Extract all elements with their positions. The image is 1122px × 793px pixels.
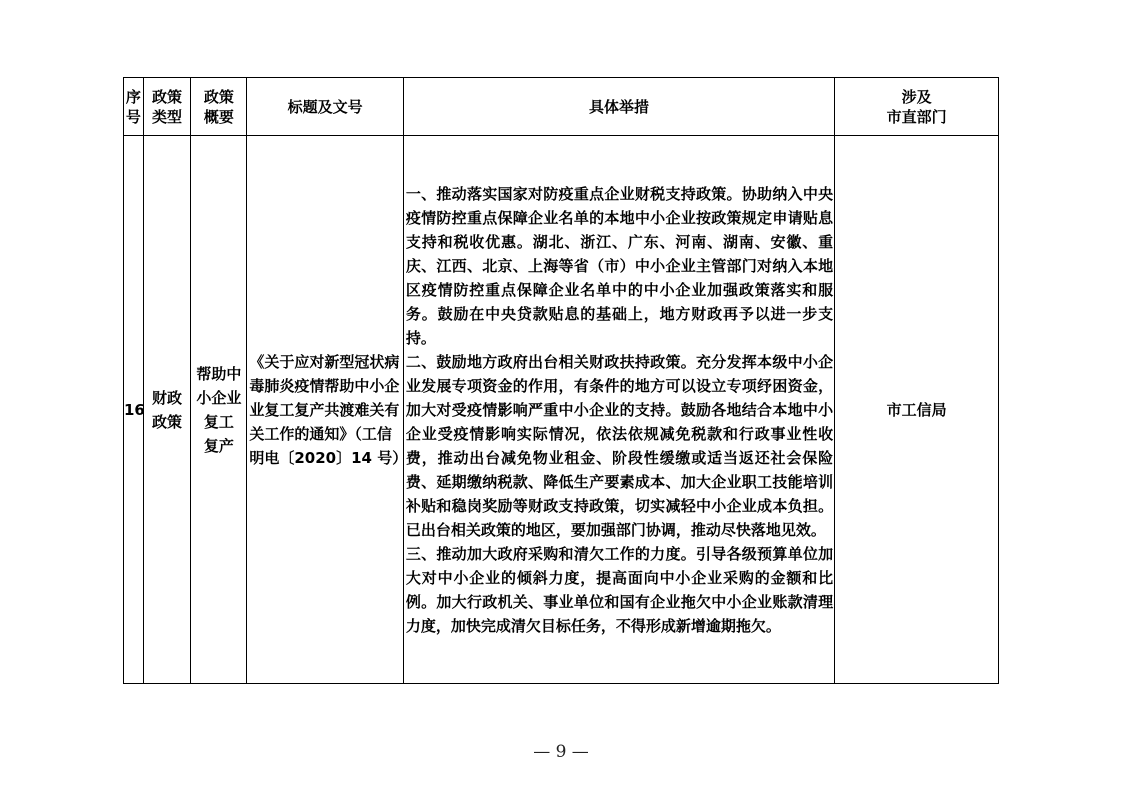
row-seq: 16 xyxy=(124,136,144,684)
table-header xyxy=(124,78,999,136)
header-row xyxy=(124,78,999,136)
header-policy-type xyxy=(143,78,191,136)
header-measures: 具体举措 xyxy=(403,78,834,136)
header-policy-type-line-1: 政策 xyxy=(152,87,183,106)
page-number: — 9 — xyxy=(533,742,589,762)
row-title: 《关于应对新型冠状病毒肺炎疫情帮助中小企业复工复产共渡难关有关工作的通知》（工信明电〔2020〕14 号） xyxy=(247,136,404,684)
header-department-line-1: 涉及 xyxy=(901,87,932,106)
header-department xyxy=(835,78,999,136)
header-seq-line-2: 号 xyxy=(125,107,141,126)
header-seq xyxy=(124,78,144,136)
table-row xyxy=(124,136,999,684)
table-body xyxy=(124,136,999,684)
header-policy-summary xyxy=(191,78,247,136)
measure-item-1: 一、推动落实国家对防疫重点企业财税支持政策。协助纳入中央疫情防控重点保障企业名单的本地中小企业按政策规定申请贴息支持和税收优惠。湖北、浙江、广东、河南、湖南、安徽、重庆、江西、北京、上海等省（市）中小企业主管部门对纳入本地区疫情防控重点保障企业名单中的中小企业加强政策落实和服务。鼓励在中央贷款贴息的基础上，地方财政再予以进一步支持。 xyxy=(405,184,834,347)
header-seq-line-1: 序 xyxy=(125,87,141,106)
header-policy-type-line-2: 类型 xyxy=(152,107,183,126)
row-policy-summary-line-3: 复工 xyxy=(203,412,234,431)
row-policy-summary xyxy=(191,136,247,684)
header-policy-summary-line-1: 政策 xyxy=(203,87,234,106)
row-policy-type-line-2: 政策 xyxy=(152,412,183,431)
row-policy-type xyxy=(143,136,191,684)
measure-item-3: 三、推动加大政府采购和清欠工作的力度。引导各级预算单位加大对中小企业的倾斜力度，提高面向中小企业采购的金额和比例。加大行政机关、事业单位和国有企业拖欠中小企业账款清理力度，加快完成清欠目标任务，不得形成新增逾期拖欠。 xyxy=(405,544,834,635)
row-policy-summary-line-2: 小企业 xyxy=(196,388,242,407)
measure-item-2: 二、鼓励地方政府出台相关财政扶持政策。充分发挥本级中小企业发展专项资金的作用，有条件的地方可以设立专项纾困资金，加大对受疫情影响严重中小企业的支持。鼓励各地结合本地中小企业受疫情影响实际情况，依法依规减免税款和行政事业性收费，推动出台减免物业租金、阶段性缓缴或适当返还社会保险费、延期缴纳税款、降低生产要素成本、加大企业职工技能培训补贴和稳岗奖励等财政支持政策，切实减轻中小企业成本负担。已出台相关政策的地区，要加强部门协调，推动尽快落地见效。 xyxy=(405,352,834,539)
header-policy-summary-line-2: 概要 xyxy=(203,107,234,126)
row-policy-summary-line-4: 复产 xyxy=(203,436,234,455)
row-policy-type-line-1: 财政 xyxy=(152,388,183,407)
row-department: 市工信局 xyxy=(835,136,999,684)
header-department-line-2: 市直部门 xyxy=(886,107,947,126)
row-measures xyxy=(403,136,834,684)
row-policy-summary-line-1: 帮助中 xyxy=(196,364,242,383)
policy-table xyxy=(123,77,999,684)
header-title: 标题及文号 xyxy=(247,78,404,136)
